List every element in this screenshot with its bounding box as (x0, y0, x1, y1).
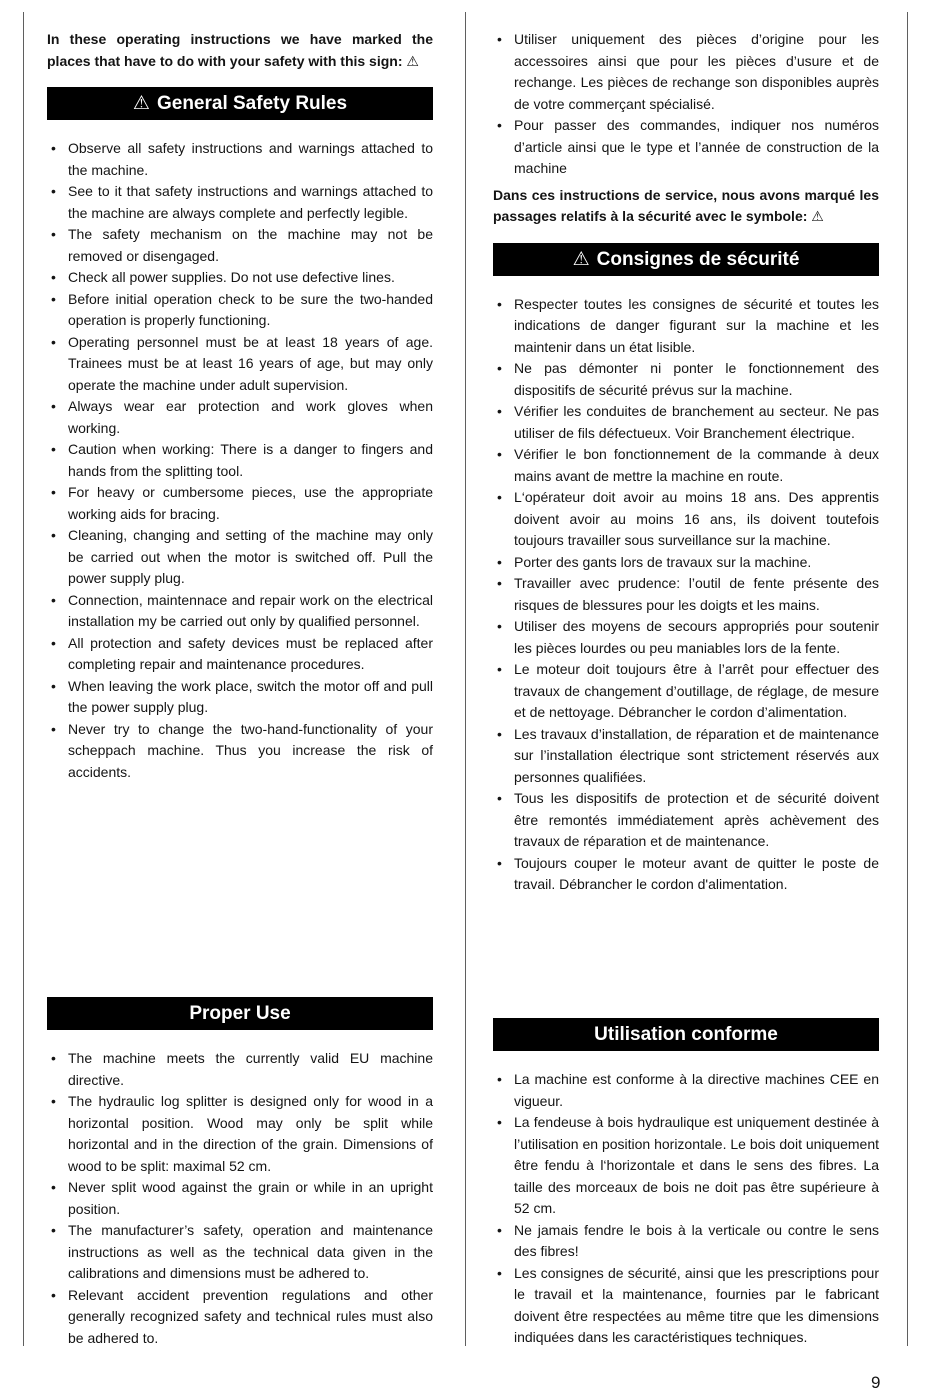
bullet-item: • Utiliser uniquement des pièces d’origine pour les accessoires ainsi que pour les pièces d’usure et de rechange. Les pièces de rechange son disponibles auprès de votre commerçant spécialisé. (493, 29, 879, 115)
bullet-item: • The hydraulic log splitter is designed only for wood in a horizontal position. Wood may only be split while horizontal and in the direction of the grain. Dimensions of wood to be split: maximal 52 cm. (47, 1091, 433, 1177)
right-column (493, 0, 880, 1345)
bullet-item: • Ne jamais fendre le bois à la verticale ou contre le sens des fibres! (493, 1220, 879, 1263)
bullet-list (47, 1048, 433, 1349)
bullet-list-top (493, 29, 879, 180)
left-page-rule (23, 12, 24, 1346)
bullet-item: • When leaving the work place, switch the motor off and pull the power supply plug. (47, 676, 433, 719)
bullet-item: • Check all power supplies. Do not use defective lines. (47, 267, 433, 289)
section-title: Utilisation conforme (594, 1024, 778, 1045)
bullet-item: • Pour passer des commandes, indiquer nos numéros d’article ainsi que le type et l’année de construction de la machine (493, 115, 879, 180)
bullet-item: • Utiliser des moyens de secours appropriés pour soutenir les pièces lourdes ou peu maniables lors de la fente. (493, 616, 879, 659)
section-header-general-safety-rules (47, 87, 433, 120)
section-general-safety-rules (47, 87, 433, 783)
bullet-item: • Les consignes de sécurité, ainsi que les prescriptions pour le travail et la maintenance, fournies par le fabricant doivent être respectées au même titre que les dimensions indiquées dans les caractéristiques techniques. (493, 1263, 879, 1349)
bullet-item: • For heavy or cumbersome pieces, use the appropriate working aids for bracing. (47, 482, 433, 525)
bullet-list (493, 294, 879, 896)
center-column-rule (465, 12, 466, 1346)
bullet-item: • All protection and safety devices must be replaced after completing repair and maintenance procedures. (47, 633, 433, 676)
bullet-item: • The manufacturer’s safety, operation and maintenance instructions as well as the technical data given in the calibrations and dimensions must be adhered to. (47, 1220, 433, 1285)
bullet-item: • Vérifier le bon fonctionnement de la commande à deux mains avant de mettre la machine en route. (493, 444, 879, 487)
bullet-item: • Cleaning, changing and setting of the machine may only be carried out when the motor is switched off. Pull the power supply plug. (47, 525, 433, 590)
bullet-item: • L‘opérateur doit avoir au moins 18 ans. Des apprentis doivent avoir au moins 16 ans, ils doivent toutefois toujours travailler sous surveillance sur la machine. (493, 487, 879, 552)
page-number: 9 (871, 1373, 881, 1392)
bullet-item: • Never try to change the two-hand-functionality of your scheppach machine. Thus you increase the risk of accidents. (47, 719, 433, 784)
bullet-item: • Respecter toutes les consignes de sécurité et toutes les indications de danger figurant sur la machine et les maintenir dans un état lisible. (493, 294, 879, 359)
section-header-utilisation-conforme (493, 1018, 879, 1051)
bullet-list (47, 138, 433, 783)
warning-icon: ⚠ (406, 53, 419, 70)
bullet-item: • Always wear ear protection and work gloves when working. (47, 396, 433, 439)
section-header-consignes-de-securite (493, 243, 879, 276)
bullet-item: • Operating personnel must be at least 18 years of age. Trainees must be at least 16 years of age, but may only operate the machine under adult supervision. (47, 332, 433, 397)
warning-icon: ⚠ (132, 92, 150, 114)
bullet-item: • Before initial operation check to be sure the two-handed operation is properly functioning. (47, 289, 433, 332)
bullet-item: • The machine meets the currently valid EU machine directive. (47, 1048, 433, 1091)
bullet-item: • Ne pas démonter ni ponter le fonctionnement des dispositifs de sécurité prévus sur la machine. (493, 358, 879, 401)
bullet-item: • Porter des gants lors de travaux sur la machine. (493, 552, 879, 574)
bullet-item: • The safety mechanism on the machine may not be removed or disengaged. (47, 224, 433, 267)
bullet-item: • Toujours couper le moteur avant de quitter le poste de travail. Débrancher le cordon d'alimentation. (493, 853, 879, 896)
bullet-item: • Relevant accident prevention regulations and other generally recognized safety and technical rules must also be adhered to. (47, 1285, 433, 1350)
section-title: General Safety Rules (156, 93, 348, 114)
section-title: Proper Use (189, 1003, 291, 1024)
bullet-item: • Le moteur doit toujours être à l’arrêt pour effectuer des travaux de changement d’outillage, de réglage, de mesure et de nettoyage. Débrancher le cordon d’alimentation. (493, 659, 879, 724)
warning-icon: ⚠ (811, 209, 824, 225)
bullet-item: • Tous les dispositifs de protection et de sécurité doivent être remontés immédiatement après achèvement des travaux de réparation et de maintenance. (493, 788, 879, 853)
bullet-item: • Caution when working: There is a danger to fingers and hands from the splitting tool. (47, 439, 433, 482)
right-page-rule (907, 12, 908, 1346)
bullet-item: • See to it that safety instructions and warnings attached to the machine are always complete and perfectly legible. (47, 181, 433, 224)
bullet-item: • La fendeuse à bois hydraulique est uniquement destinée à l’utilisation en position horizontale. Le bois doit uniquement être fendu à l‘horizontale et dans le sens des fibres. La taille des morceaux de bois ne doit pas être supérieure à 52 cm. (493, 1112, 879, 1220)
safety-note-text: Dans ces instructions de service, nous avons marqué les passages relatifs à la sécurité avec le symbole: (493, 186, 879, 224)
bullet-item: • Connection, maintennace and repair work on the electrical installation my be carried out only by qualified personnel. (47, 590, 433, 633)
intro-text: In these operating instructions we have marked the places that have to do with your safety with this sign: (47, 31, 433, 69)
bullet-item: • Vérifier les conduites de branchement au secteur. Ne pas utiliser de fils défectueux. Voir Branchement électrique. (493, 401, 879, 444)
bullet-item: • Observe all safety instructions and warnings attached to the machine. (47, 138, 433, 181)
section-consignes-de-securite (493, 243, 879, 896)
left-column (47, 0, 433, 1346)
section-header-proper-use (47, 997, 433, 1030)
bullet-item: • La machine est conforme à la directive machines CEE en vigueur. (493, 1069, 879, 1112)
warning-icon: ⚠ (572, 247, 590, 270)
intro-paragraph (47, 29, 433, 73)
bullet-item: • Never split wood against the grain or while in an upright position. (47, 1177, 433, 1220)
bullet-list (493, 1069, 879, 1349)
section-utilisation-conforme (493, 1018, 879, 1349)
safety-note-paragraph (493, 185, 879, 229)
section-title: Consignes de sécurité (596, 248, 800, 270)
bullet-item: • Les travaux d’installation, de réparation et de maintenance sur l’installation électrique sont strictement réservés aux personnes qualifiées. (493, 724, 879, 789)
bullet-item: • Travailler avec prudence: l’outil de fente présente des risques de blessures pour les doigts et les mains. (493, 573, 879, 616)
section-proper-use (47, 997, 433, 1349)
